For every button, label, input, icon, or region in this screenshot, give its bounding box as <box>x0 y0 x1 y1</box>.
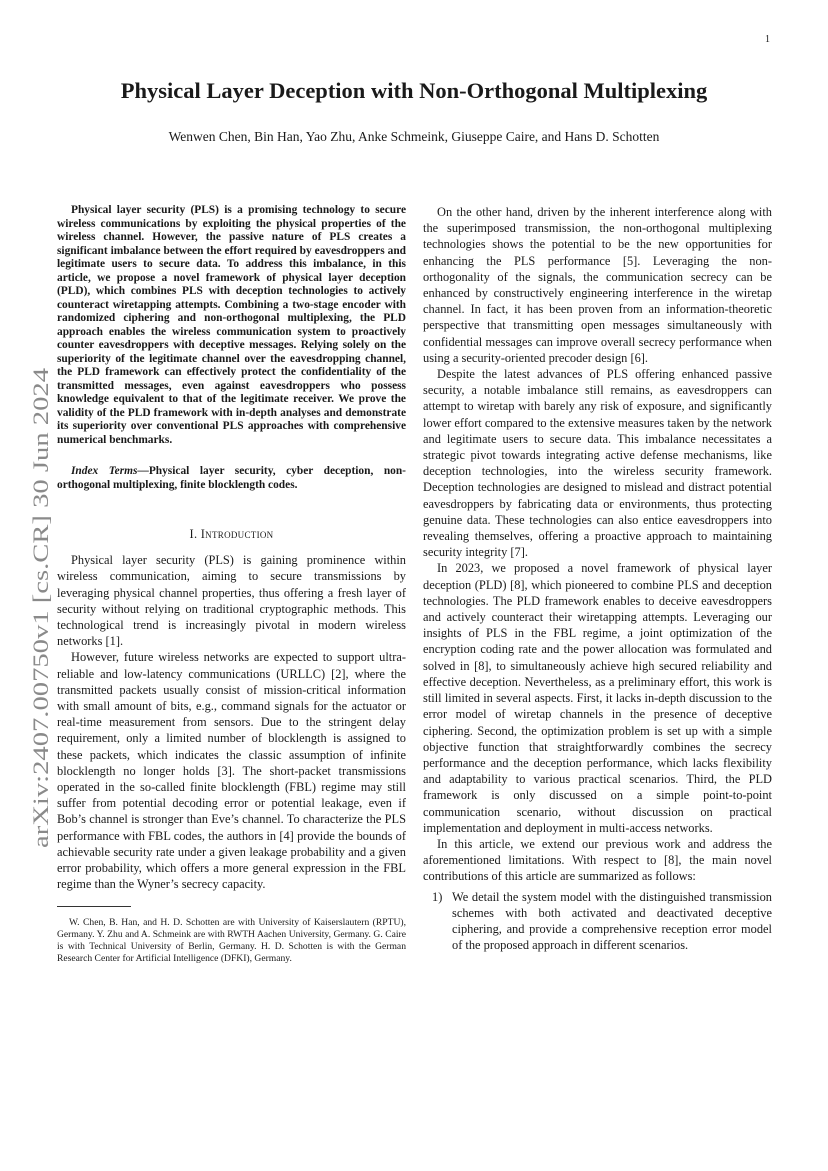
body-paragraph: In 2023, we proposed a novel framework of physical layer deception (PLD) [8], which pioneered to combine PLS and deception technologies. The PLD framework enables to deceive eavesdroppers and actively counteract their wiretapping attempts. Leveraging our insights of PLS in the FBL regime, a joint optimization of the encryption coding rate and the power allocation was formulated and solved in [8], to simultaneously achieve high secured reliability and effective deception. Nevertheless, as a preliminary effort, this work is still limited in several aspects. First, it lacks in-depth discussion to the error model of wiretap channels in the presence of deceptive ciphering. Second, the optimization problem is set up with a simple objective function that straightforwardly combines the secrecy performance and the deception performance, which lacks flexibility and adaptability to various practical scenarios. Third, the PLD framework is only discussed on a simple point-to-point communication scenario, without discussion on practical implementation and deployment in multi-access networks. <box>423 561 772 835</box>
intro-paragraph: However, future wireless networks are expected to support ultra-reliable and low-latency communications (URLLC) [2], where the transmitted packets usually consist of mission-critical information with small amount of bits, e.g., command signals for the actuator or real-time measurement from sensors. Due to the stringent delay requirement, only a limited number of blocklength is assigned to these packets, which indicates the classic assumption of infinite blocklength no longer holds [3]. The short-packet transmissions operated in the so-called finite blocklength (FBL) regime may still suffer from potential decoding error or potential leakage, even if Bob’s channel is stronger than Eve’s channel. To characterize the PLS performance with FBL codes, the authors in [4] provide the bounds of achievable security rate under a given leakage probability and a given error probability, which offers a more general expression in the FBL regime than the Wyner’s secrecy capacity. <box>57 650 406 892</box>
contribution-text: We detail the system model with the distinguished transmission schemes with both activated and deactivated deceptive ciphering, and provide a comprehensive reception error model of the proposed approach in different scenarios. <box>452 889 772 953</box>
section-heading <box>57 526 406 542</box>
abstract: Physical layer security (PLS) is a promising technology to secure wireless communications by exploiting the physical properties of the wireless channel. However, the passive nature of PLS creates a significant imbalance between the effort required by eavesdroppers and legitimate users to secure data. To address this imbalance, in this article, we propose a novel framework of physical layer deception (PLD), which combines PLS with deception technologies to actively counteract wiretapping attempts. Combining a two-stage encoder with randomized ciphering and non-orthogonal multiplexing, the PLD approach enables the wireless communication system to proactively counter eavesdroppers with deceptive messages. Relying solely on the superiority of the legitimate channel over the eavesdropping channel, the PLD framework can effectively protect the confidentiality of the transmitted messages, even against eavesdroppers who possess knowledge equivalent to that of the legitimate receiver. We prove the validity of the PLD framework with in-depth analyses and demonstrate its superiority over conventional PLS approaches with comprehensive numerical benchmarks. <box>57 204 406 446</box>
index-terms <box>57 465 406 492</box>
arxiv-stamp-text: arXiv:2407.00750v1 [cs.CR] 30 Jun 2024 <box>28 470 53 848</box>
section-number: I. <box>189 527 198 541</box>
contribution-item <box>423 889 772 954</box>
contribution-number: 1) <box>432 889 443 904</box>
section-title: Introduction <box>200 527 274 541</box>
index-terms-text: —Physical layer security, cyber deception, non-orthogonal multiplexing, finite blocklength codes. <box>57 465 406 491</box>
arxiv-stamp <box>20 368 56 848</box>
right-column <box>423 204 772 953</box>
page-number: 1 <box>765 34 770 45</box>
body-paragraph: In this article, we extend our previous work and address the aforementioned limitations. With respect to [8], the main novel contributions of this article are summarized as follows: <box>423 836 772 884</box>
contribution-list <box>423 889 772 954</box>
footnote-rule <box>57 906 131 907</box>
paper-title: Physical Layer Deception with Non-Orthogonal Multiplexing <box>120 78 708 103</box>
body-paragraph: On the other hand, driven by the inherent interference along with the superimposed transmission, the non-orthogonal multiplexing technologies shows the potential to be the new opportunities for enhancing the PLS performance [5]. Leveraging the non-orthogonality of the signals, the communication secrecy can be enhanced by constructively engineering interference in the wiretap channel. In fact, it has been proven from an information-theoretic perspective that transmitting open messages simultaneously with confidential messages can improve overall secrecy performance when using a security-oriented precoder design [6]. <box>423 205 772 365</box>
index-terms-label: Index Terms <box>71 465 138 477</box>
body-paragraph: Despite the latest advances of PLS offering enhanced passive security, a notable imbalance still remains, as eavesdroppers can attempt to wiretap with barely any risk of exposure, and significantly lower effort compared to the extensive measures taken by the network and legitimate users to secure data. This imbalance necessitates a strategic pivot towards integrating active defense mechanisms, like deception technologies, into the wireless security framework. Deception technologies are designed to mislead and distract potential eavesdroppers by fabricating data or environments, thus protecting genuine data. These technologies can also entice eavesdroppers into revealing themselves, offering a proactive approach to maintaining security integrity [7]. <box>423 367 772 560</box>
left-column <box>57 204 406 965</box>
author-list: Wenwen Chen, Bin Han, Yao Zhu, Anke Schmeink, Giuseppe Caire, and Hans D. Schotten <box>168 129 660 144</box>
author-affiliation-footnote: W. Chen, B. Han, and H. D. Schotten are with University of Kaiserslautern (RPTU), Germany. Y. Zhu and A. Schmeink are with RWTH Aachen University, Germany. G. Caire is with Technical University of Berlin, Germany. H. D. Schotten is with the German Research Center for Artificial Intelligence (DFKI), Germany. <box>57 917 406 965</box>
intro-paragraph: Physical layer security (PLS) is gaining prominence within wireless communication, aiming to secure transmissions by leveraging physical channel properties, thus offering a fresh layer of security without relying on traditional cryptographic methods. This technological trend is increasingly pivotal in modern wireless networks [1]. <box>57 553 406 649</box>
